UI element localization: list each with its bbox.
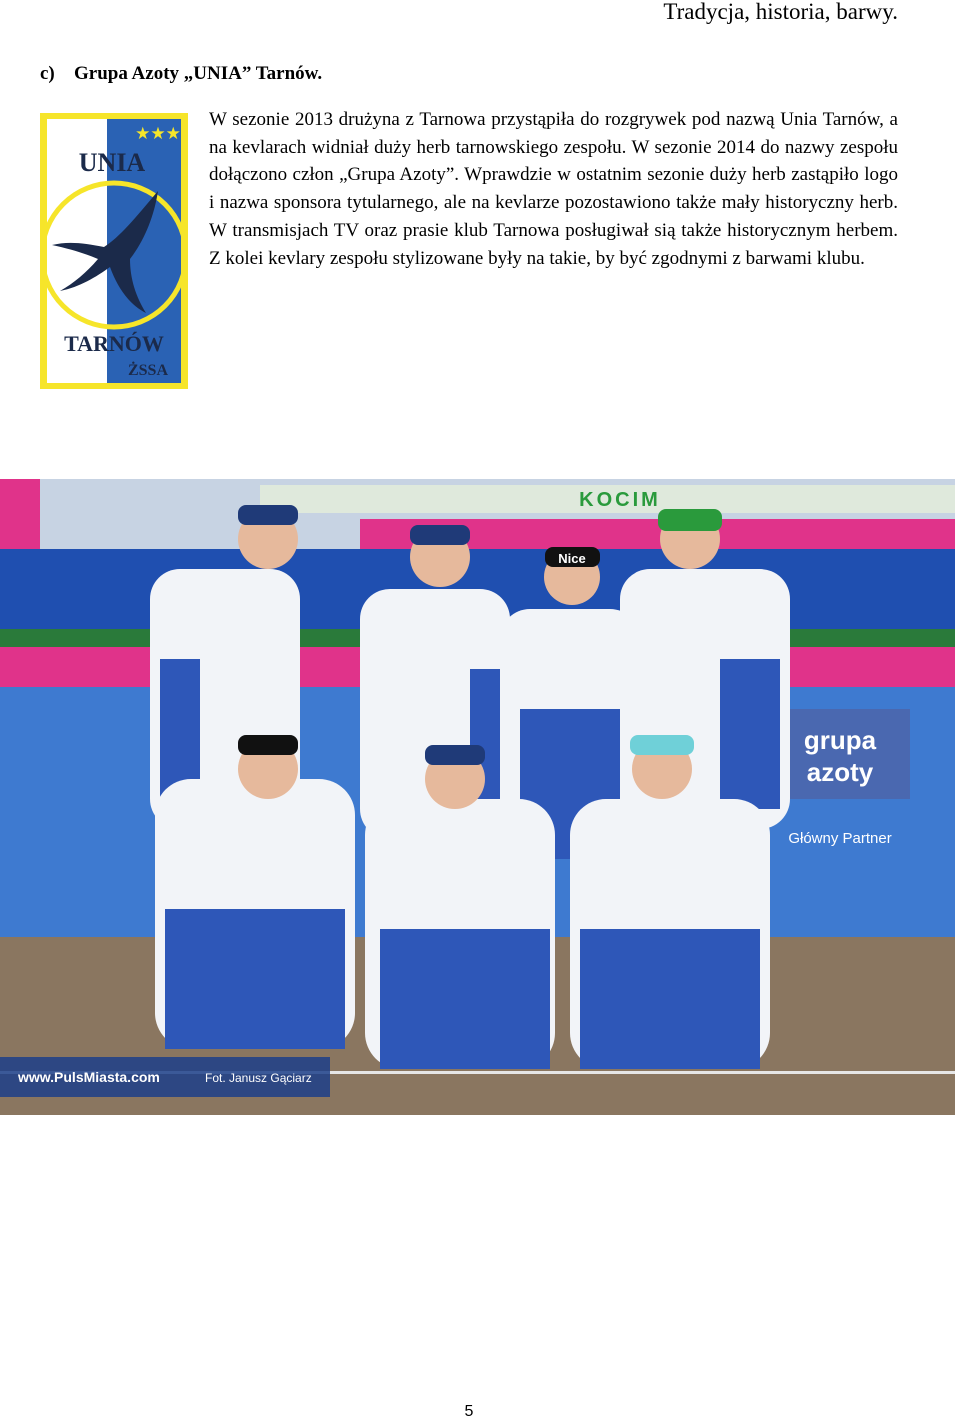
- watermark-site: www.PulsMiasta.com: [18, 1069, 160, 1085]
- team-photo-illustration: [0, 479, 955, 1115]
- club-crest-swallow-icon: [40, 113, 188, 389]
- section-heading: [40, 63, 322, 85]
- sponsor-wordmark-top: grupa: [803, 725, 877, 755]
- page-number: 5: [464, 1403, 474, 1420]
- rider-front-1: [155, 735, 355, 1049]
- section-title: Grupa Azoty „UNIA” Tarnów.: [74, 63, 323, 84]
- crest-bottom-text: TARNÓW: [64, 331, 164, 356]
- cap-text: Nice: [558, 551, 586, 566]
- team-photo: [0, 479, 955, 1115]
- crest-small-text: ŻSSA: [127, 362, 169, 379]
- section-letter: c): [40, 63, 55, 84]
- body-paragraph: W sezonie 2013 drużyna z Tarnowa przystąpiła do rozgrywek pod nazwą Unia Tarnów, a na kevlarach widniał duży herb tarnowskiego zespołu. W sezonie 2014 do nazwy zespołu dołączono człon „Grupa Azoty”. Wprawdzie w ostatnim sezonie duży herb zastąpiło logo i nazwa sponsora tytularnego, ale na kevlarze pozostawiono także mały historyczny herb. W transmisjach TV oraz prasie klub Tarnowa posługiwał sią także historycznym herbem. Z kolei kevlary zespołu stylizowane były na takie, by być zgodnymi z barwami klubu.: [209, 109, 898, 269]
- sponsor-caption: Główny Partner: [788, 830, 892, 847]
- kocim-banner-text: KOCIM: [579, 489, 661, 511]
- club-crest-logo: [40, 113, 188, 389]
- watermark-credit: Fot. Janusz Gąciarz: [205, 1071, 312, 1085]
- crest-top-text: UNIA: [78, 148, 146, 177]
- crest-stars: ★★★: [135, 124, 181, 144]
- sponsor-wordmark-bottom: azoty: [806, 757, 874, 787]
- running-header: Tradycja, historia, barwy.: [663, 0, 898, 24]
